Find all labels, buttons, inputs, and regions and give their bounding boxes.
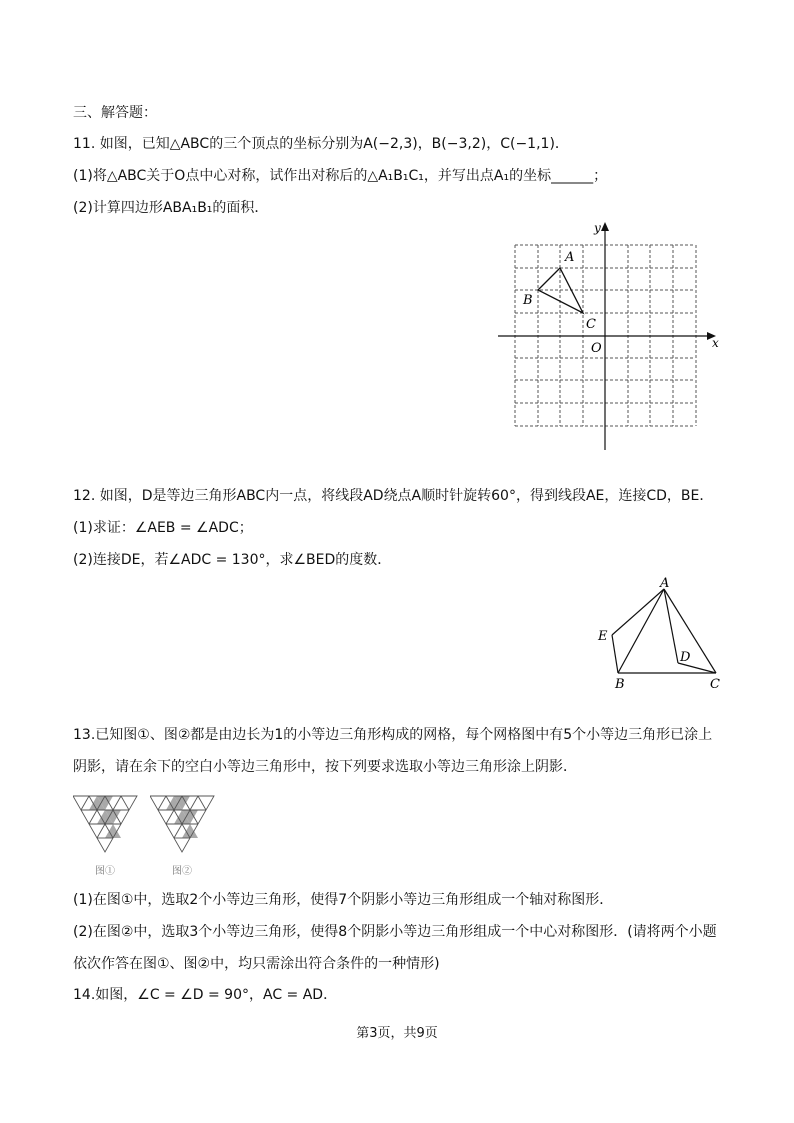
label-d: D <box>680 650 691 665</box>
label-c: C <box>710 677 720 692</box>
label-o: O <box>591 341 602 356</box>
q13-figure-2 <box>150 790 220 880</box>
q11-coordinate-grid <box>490 220 730 460</box>
q13-figure-1 <box>73 790 143 880</box>
label-b: B <box>523 293 533 308</box>
q13-part1: (1)在图①中，选取2个小等边三角形，使得7个阴影小等边三角形组成一个轴对称图形． <box>73 892 614 908</box>
q11-stem: 11. 如图，已知△ABC的三个顶点的坐标分别为A(−2,3)，B(−3,2)，C(−1,1)． <box>73 136 569 152</box>
q13-stem-line1: 13.已知图①、图②都是由边长为1的小等边三角形构成的网格，每个网格图中有5个小等边三角形已涂上 <box>73 727 713 743</box>
q11-part1: (1)将△ABC关于O点中心对称，试作出对称后的△A₁B₁C₁，并写出点A₁的坐标______； <box>73 168 608 184</box>
label-a: A <box>565 250 575 265</box>
q12-part1: (1)求证：∠AEB = ∠ADC； <box>73 520 253 536</box>
q13-stem-line2: 阴影，请在余下的空白小等边三角形中，按下列要求选取小等边三角形涂上阴影． <box>73 759 577 775</box>
q12-part2: (2)连接DE，若∠ADC = 130°，求∠BED的度数． <box>73 552 392 568</box>
label-c: C <box>586 317 596 332</box>
label-a: A <box>660 576 670 591</box>
page-footer: 第3页，共9页 <box>356 1026 438 1041</box>
q12-stem: 12. 如图，D是等边三角形ABC内一点，将线段AD绕点A顺时针旋转60°，得到线段AE，连接CD，BE． <box>73 488 714 504</box>
label-y: y <box>594 221 601 235</box>
y-axis-arrow <box>601 222 609 231</box>
section-title: 三、解答题： <box>73 105 157 121</box>
q12-triangle-figure <box>592 575 732 695</box>
q13-part2-line1: (2)在图②中，选取3个小等边三角形，使得8个阴影小等边三角形组成一个中心对称图形．(请将两个小题 <box>73 924 717 940</box>
q14-stem: 14.如图，∠C = ∠D = 90°，AC = AD． <box>73 987 338 1003</box>
fig2-caption: 图② <box>172 866 192 877</box>
label-x: x <box>712 336 719 350</box>
label-b: B <box>615 677 625 692</box>
q11-part2: (2)计算四边形ABA₁B₁的面积． <box>73 200 269 216</box>
q13-part2-line2: 依次作答在图①、图②中，均只需涂出符合条件的一种情形) <box>73 956 440 972</box>
fig1-caption: 图① <box>95 866 115 877</box>
label-e: E <box>598 629 608 644</box>
